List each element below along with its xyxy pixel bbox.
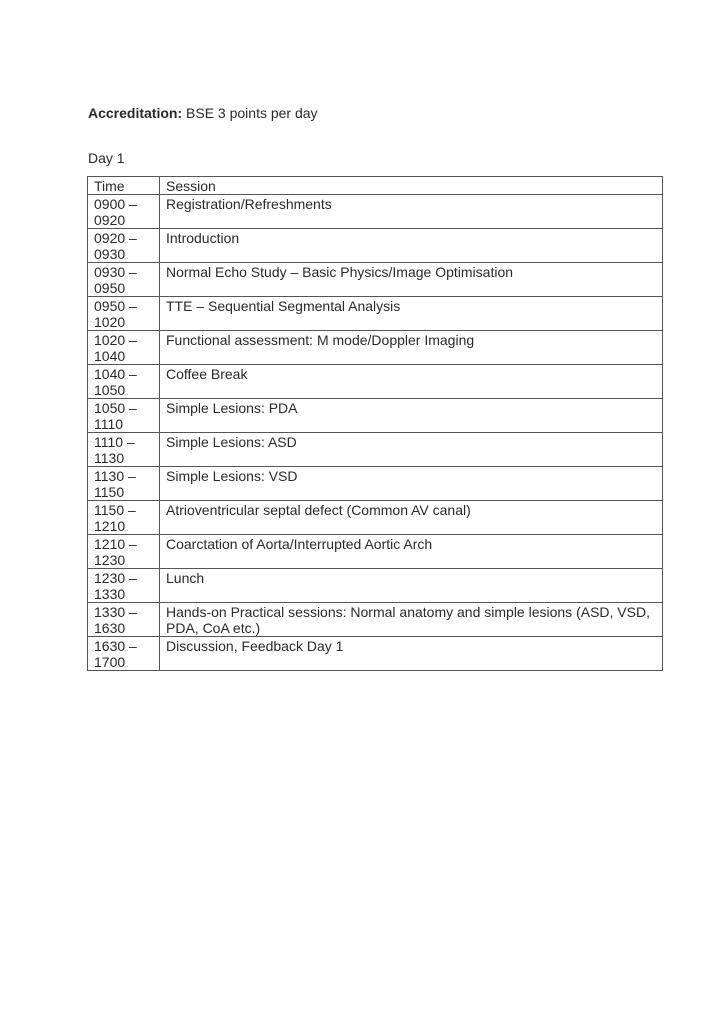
time-cell <box>88 637 160 671</box>
time-cell <box>88 331 160 365</box>
table-row <box>88 467 663 501</box>
table-row <box>88 229 663 263</box>
time-start: 1630 – <box>94 638 137 654</box>
time-start: 1050 – <box>94 400 137 416</box>
table-row <box>88 399 663 433</box>
time-start: 1020 – <box>94 332 137 348</box>
time-start: 1040 – <box>94 366 137 382</box>
time-end: 1050 <box>94 382 126 398</box>
time-start: 1230 – <box>94 570 137 586</box>
session-cell: Coarctation of Aorta/Interrupted Aortic Arch <box>160 535 663 569</box>
time-end: 0930 <box>94 246 126 262</box>
table-row <box>88 433 663 467</box>
table-row <box>88 297 663 331</box>
table-header-row <box>88 177 663 195</box>
time-end: 0950 <box>94 280 126 296</box>
table-row <box>88 501 663 535</box>
table-row <box>88 603 663 637</box>
time-end: 1040 <box>94 348 126 364</box>
session-cell: Functional assessment: M mode/Doppler Imaging <box>160 331 663 365</box>
schedule-table <box>87 176 663 671</box>
column-header-time: Time <box>88 177 160 195</box>
time-cell <box>88 501 160 535</box>
time-start: 1110 – <box>94 434 135 450</box>
table-row <box>88 195 663 229</box>
time-start: 1130 – <box>94 468 136 484</box>
session-cell: Simple Lesions: VSD <box>160 467 663 501</box>
table-row <box>88 263 663 297</box>
time-cell <box>88 603 160 637</box>
time-start: 0900 – <box>94 196 137 212</box>
time-cell <box>88 467 160 501</box>
session-cell: Introduction <box>160 229 663 263</box>
session-cell: Lunch <box>160 569 663 603</box>
time-end: 1020 <box>94 314 126 330</box>
time-end: 1150 <box>94 484 125 500</box>
accreditation-value: BSE 3 points per day <box>182 105 318 121</box>
time-end: 1210 <box>94 518 126 534</box>
table-row <box>88 331 663 365</box>
time-end: 1330 <box>94 586 126 602</box>
session-cell: Registration/Refreshments <box>160 195 663 229</box>
time-cell <box>88 297 160 331</box>
time-start: 0950 – <box>94 298 137 314</box>
time-start: 1330 – <box>94 604 137 620</box>
session-cell: Hands-on Practical sessions: Normal anatomy and simple lesions (ASD, VSD, PDA, CoA etc.) <box>160 603 663 637</box>
table-row <box>88 535 663 569</box>
session-cell: Simple Lesions: ASD <box>160 433 663 467</box>
time-cell <box>88 263 160 297</box>
time-start: 0920 – <box>94 230 137 246</box>
day-heading: Day 1 <box>88 150 125 166</box>
time-cell <box>88 569 160 603</box>
time-end: 1630 <box>94 620 126 636</box>
time-cell <box>88 399 160 433</box>
accreditation-line <box>88 104 318 122</box>
session-cell: Discussion, Feedback Day 1 <box>160 637 663 671</box>
table-row <box>88 569 663 603</box>
time-end: 1130 <box>94 450 125 466</box>
time-start: 1150 – <box>94 502 136 518</box>
session-cell: Atrioventricular septal defect (Common AV canal) <box>160 501 663 535</box>
time-end: 0920 <box>94 212 126 228</box>
time-cell <box>88 229 160 263</box>
time-cell <box>88 195 160 229</box>
time-end: 1700 <box>94 654 126 670</box>
time-start: 0930 – <box>94 264 137 280</box>
table-row <box>88 637 663 671</box>
time-end: 1230 <box>94 552 126 568</box>
session-cell: TTE – Sequential Segmental Analysis <box>160 297 663 331</box>
session-cell: Coffee Break <box>160 365 663 399</box>
table-row <box>88 365 663 399</box>
time-cell <box>88 535 160 569</box>
accreditation-label: Accreditation: <box>88 105 183 121</box>
time-cell <box>88 365 160 399</box>
time-end: 1110 <box>94 416 124 432</box>
time-cell <box>88 433 160 467</box>
time-start: 1210 – <box>94 536 137 552</box>
session-cell: Normal Echo Study – Basic Physics/Image Optimisation <box>160 263 663 297</box>
session-cell: Simple Lesions: PDA <box>160 399 663 433</box>
column-header-session: Session <box>160 177 663 195</box>
